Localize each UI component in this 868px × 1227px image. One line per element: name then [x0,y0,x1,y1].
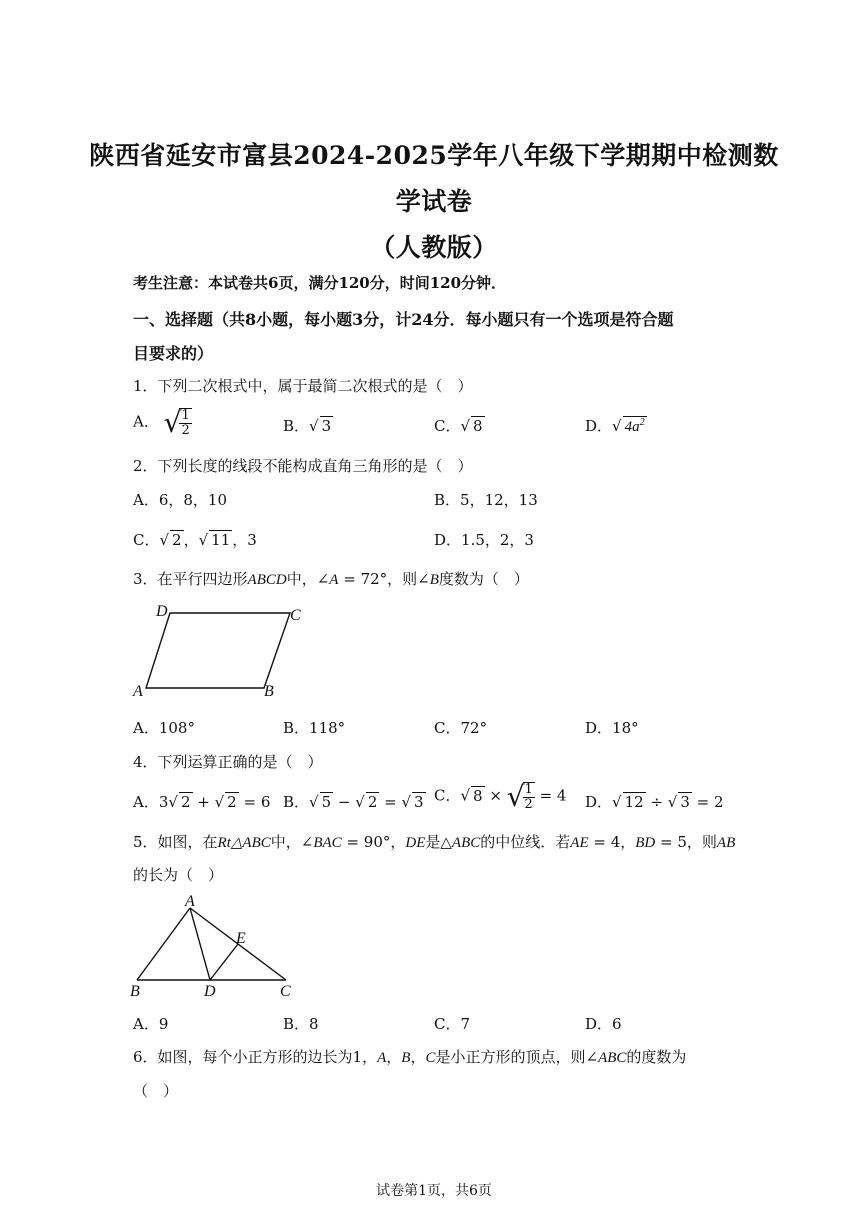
radicand: 2 [172,531,182,549]
question-5-option-d: D．6 [585,1015,622,1033]
question-2-option-d: D．1.5，2，3 [434,531,534,549]
parallelogram-figure [130,598,310,702]
option-label: D． [585,417,613,435]
question-6-stem-line-1 [133,1046,686,1067]
radical-sign: √ [506,780,525,813]
question-2-option-c [133,529,257,550]
radicand: 12 [624,793,644,811]
radicand: 5 [321,793,332,811]
radical-sign: √ [198,531,209,549]
stem-text: 3．在平行四边形 [133,570,248,588]
math-var: B [429,572,439,588]
question-3-option-a: A．108° [133,719,195,737]
equals-result: = 2 [691,793,724,811]
option-label: D． [585,793,613,811]
stem-text: = 5，则 [655,833,717,851]
triangle-figure [128,890,303,1002]
title-line-2: 学试卷 [395,187,473,216]
question-4-option-b [283,791,426,812]
equals-result: = 6 [238,793,271,811]
exponent: 2 [639,417,645,428]
question-2-option-b: B．5，12，13 [434,491,538,509]
vertex-label-b: B [130,983,140,1000]
question-5-stem-line-2: 的长为（ ） [133,866,224,884]
question-4-option-d [585,791,724,812]
radical-sign: √ [460,417,471,435]
stem-text: 是△ [425,833,452,851]
math-var: AE [570,835,589,851]
math-var: BAC [313,835,342,851]
stem-text: 5．如图，在 [133,833,218,851]
radical-sign: √ [309,417,319,435]
option-label: C． [434,786,461,805]
separator: ， [183,531,199,549]
stem-text: 度数为（ ） [438,570,529,588]
radical-sign: √ [309,793,319,811]
question-4-option-c [434,780,566,813]
fraction [523,782,535,812]
option-label: B． [283,793,310,811]
math-var: C [425,1050,436,1066]
radicand: 3 [414,793,424,811]
question-5-option-b: B．8 [283,1015,319,1033]
question-1-stem: 1．下列二次根式中，属于最简二次根式的是（ ） [133,377,473,395]
math-var: A [329,572,339,588]
question-3-option-c: C．72° [434,719,488,737]
stem-text: ， [386,1048,402,1066]
question-1-option-d [585,415,647,436]
vertex-label-d: D [204,983,216,1000]
math-var: ABC [598,1050,627,1066]
radical-sign: √ [612,417,622,435]
question-3-option-b: B．118° [283,719,346,737]
segment-de [210,944,238,980]
radicand: 3 [680,793,690,811]
stem-text: 的中位线．若 [480,833,571,851]
equals-result: = 4 [534,786,567,805]
denominator: 2 [524,796,533,812]
stem-text: = 90°， [341,833,406,851]
vertex-label-c: C [290,607,301,624]
math-var: ABCD [247,572,287,588]
stem-text: 的度数为 [626,1048,687,1066]
title-line-3: （人教版） [370,233,498,262]
math-var: Rt△ABC [217,835,271,851]
math-var: A [377,1050,387,1066]
radical-sign: √ [460,786,471,805]
option-label: C． [434,417,461,435]
stem-text: 是小正方形的顶点，则∠ [435,1048,599,1066]
question-5-stem-line-1 [133,831,735,852]
segment-ad [190,908,210,980]
stem-text: ， [410,1048,426,1066]
stem-text: 中，∠ [270,833,314,851]
question-5-option-a: A．9 [133,1015,169,1033]
math-var: B [401,1050,411,1066]
parallelogram-shape [146,613,290,688]
operator: − [333,793,356,811]
radicand: 2 [367,793,378,811]
radical-sign: √ [159,531,170,549]
question-4-option-a [133,791,270,812]
vertex-label-e: E [236,930,246,947]
question-6-stem-line-2: （ ） [133,1082,179,1100]
radicand: 2 [227,793,237,811]
page-footer: 试卷第1页，共6页 [376,1183,492,1199]
numerator: 1 [524,781,533,797]
radical-sign: √ [355,793,365,811]
question-4-stem: 4．下列运算正确的是（ ） [133,753,323,771]
radical-sign: √ [163,406,182,439]
option-label: A． [133,793,159,811]
numerator: 1 [181,407,190,423]
vertex-label-a: A [133,683,143,700]
radicand: 3 [321,417,332,435]
radical-sign: √ [667,793,678,811]
radical-sign: √ [214,793,225,811]
segment-ab [137,908,190,980]
vertex-label-a: A [185,893,195,910]
exam-notice: 考生注意：本试卷共6页，满分120分，时间120分钟． [133,274,507,292]
option-label: A． [133,412,159,431]
vertex-label-d: D [156,603,168,620]
radicand: 11 [211,531,231,549]
operator: ÷ [645,793,668,811]
math-var: DE [405,835,426,851]
vertex-label-c: C [280,983,291,1000]
radicand: 8 [473,786,483,805]
question-3-option-d: D．18° [585,719,639,737]
question-1-option-b [283,415,333,436]
radical-sign: √ [401,793,412,811]
question-3-stem [133,568,529,589]
coefficient: 3 [158,793,169,811]
question-1-option-c [434,415,485,436]
fraction [179,408,191,438]
question-1-option-a [133,406,192,439]
question-2-option-a: A．6，8，10 [133,491,228,509]
option-label: C． [133,531,160,549]
radical-sign: √ [612,793,622,811]
radical-sign: √ [168,793,178,811]
vertex-label-b: B [264,683,274,700]
stem-text: = 72°，则∠ [338,570,430,588]
stem-text: = 4， [588,833,636,851]
question-5-option-c: C．7 [434,1015,471,1033]
title-line-1: 陕西省延安市富县2024-2025学年八年级下学期期中检测数 [89,141,779,170]
math-var: ABC [451,835,481,851]
option-tail: ，3 [232,531,257,549]
operator: = [379,793,402,811]
radicand: 2 [180,793,191,811]
radicand: 8 [473,417,483,435]
stem-text: 中，∠ [286,570,330,588]
math-var: BD [635,835,656,851]
operator: × [484,786,507,805]
math-var: AB [716,835,736,851]
stem-text: 6．如图，每个小正方形的边长为1， [133,1048,378,1066]
section-heading-line-2: 目要求的） [133,344,214,363]
denominator: 2 [181,422,190,438]
radicand [623,416,647,436]
question-2-stem: 2．下列长度的线段不能构成直角三角形的是（ ） [133,457,473,475]
radicand-base: 4a [624,419,640,435]
option-label: B． [283,417,310,435]
operator: + [192,793,215,811]
section-heading-line-1: 一、选择题（共8小题，每小题3分，计24分．每小题只有一个选项是符合题 [133,310,674,329]
